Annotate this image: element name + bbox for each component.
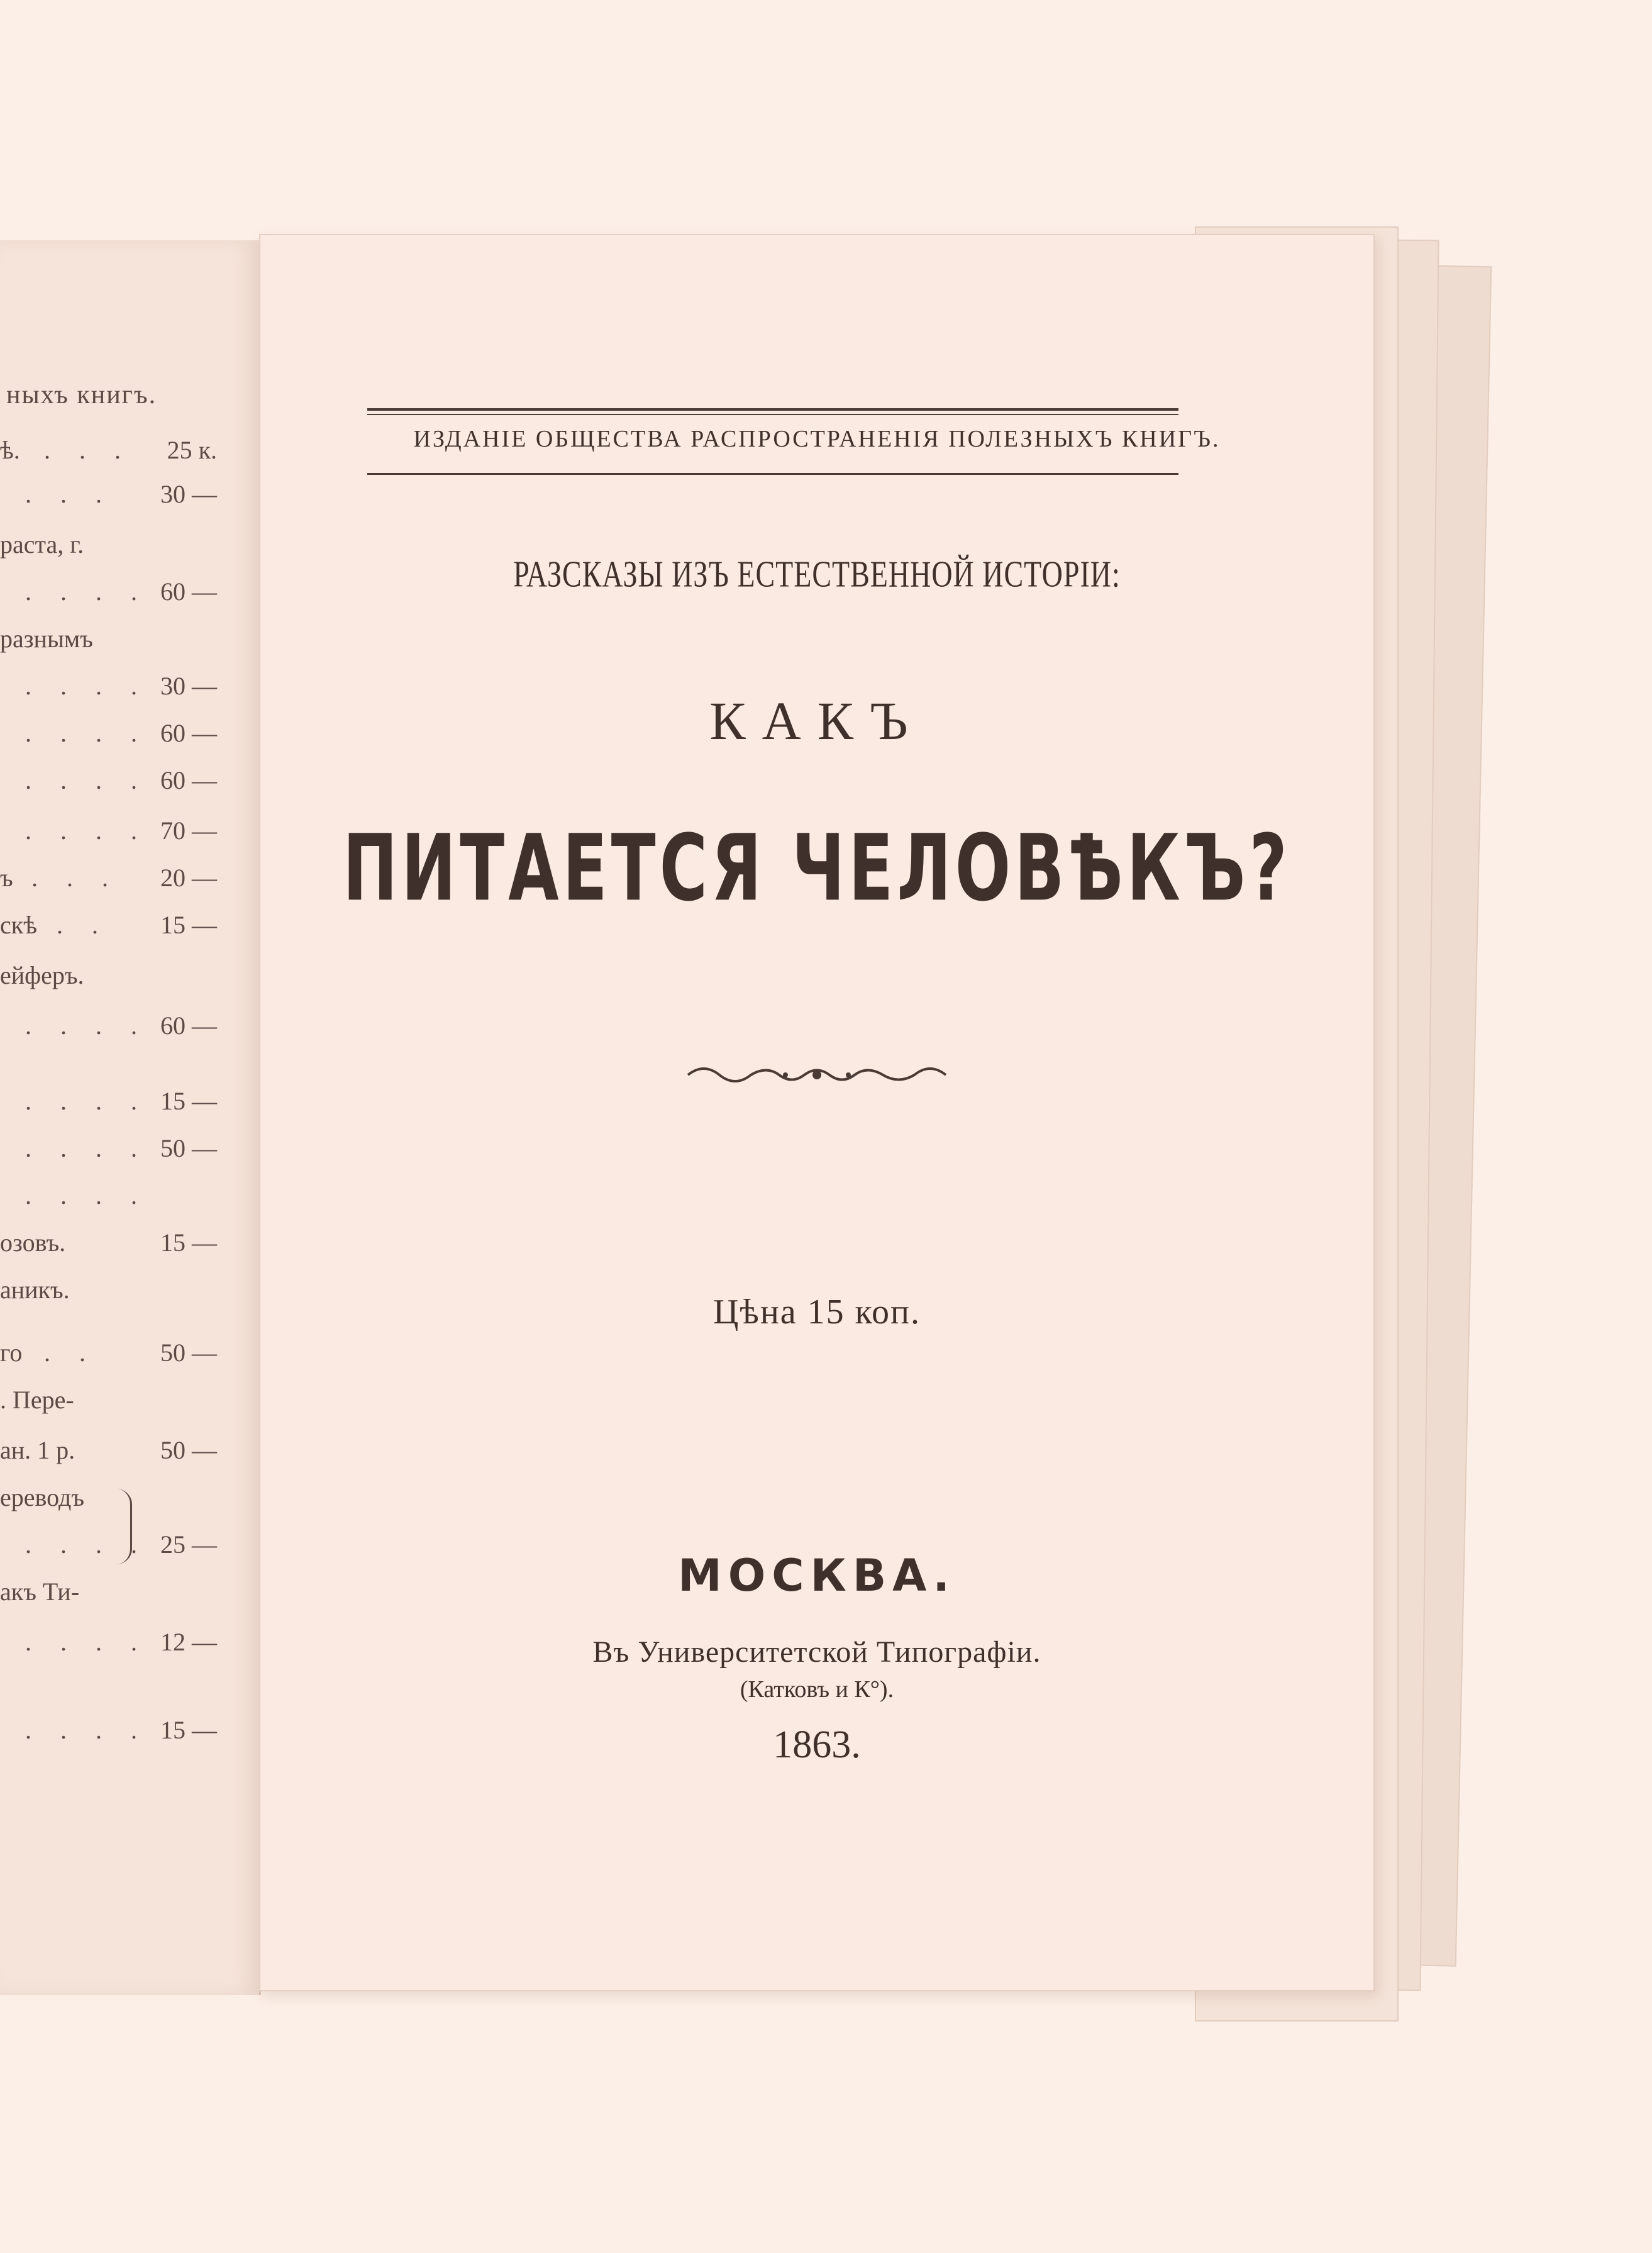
catalogue-row-dots: . . . . — [25, 766, 148, 794]
catalogue-row-price: 25 к. — [167, 436, 217, 464]
catalogue-row-price: 20 — — [160, 864, 217, 892]
catalogue-row-dots: . . . — [44, 436, 132, 464]
catalogue-row-price: 50 — — [160, 1134, 217, 1162]
imprint-press: Въ Университетской Типографіи. — [592, 1635, 1041, 1669]
catalogue-row-price: 15 — — [160, 1716, 217, 1744]
catalogue-row-dots: . . . . — [25, 577, 148, 606]
catalogue-row-price: 15 — — [160, 911, 217, 939]
catalogue-row-dots: . . — [44, 1338, 97, 1367]
catalogue-row-text: аникъ. — [0, 1276, 70, 1304]
catalogue-row-text: ереводъ — [0, 1483, 85, 1511]
catalogue-row-text: скѣ — [0, 911, 37, 939]
imprint-city: МОСКВА. — [678, 1550, 956, 1601]
catalogue-row-dots: . . . — [25, 480, 113, 508]
left-page-heading: ныхъ книгъ. — [6, 381, 157, 409]
catalogue-row-dots: . . . . — [25, 1087, 148, 1115]
catalogue-row-price: 60 — — [160, 719, 217, 747]
catalogue-row-price: 15 — — [160, 1228, 217, 1257]
catalogue-row-text: ъ — [0, 864, 13, 892]
catalogue-row-dots: . . . — [31, 864, 119, 892]
catalogue-row-dots: . . . . — [25, 1181, 148, 1210]
catalogue-row-price: 70 — — [160, 816, 217, 845]
catalogue-row-dots: . . . . — [25, 1716, 148, 1744]
title-first-word: КАКЪ — [709, 691, 924, 751]
catalogue-row-price: 30 — — [160, 672, 217, 700]
catalogue-row-text: акъ Ти- — [0, 1577, 80, 1606]
catalogue-row-dots: . . . . — [25, 1011, 148, 1040]
catalogue-row-text: разнымъ — [0, 625, 93, 653]
catalogue-row-price: 60 — — [160, 577, 217, 606]
catalogue-row-price: 60 — — [160, 1011, 217, 1040]
left-catalogue-page — [0, 240, 261, 1995]
catalogue-row-text: ейферъ. — [0, 961, 84, 989]
catalogue-row-text: озовъ. — [0, 1228, 66, 1257]
catalogue-row-text: го — [0, 1338, 23, 1367]
catalogue-row-price: 25 — — [160, 1530, 217, 1559]
ornament-flourish-icon — [685, 1059, 949, 1091]
catalogue-row-price: 30 — — [160, 480, 217, 508]
catalogue-row-dots: . . . . — [25, 1134, 148, 1162]
catalogue-row-dots: . . . . — [25, 1628, 148, 1656]
catalogue-row-text: раста, г. — [0, 530, 84, 559]
catalogue-row-text: ѣ. — [0, 436, 20, 464]
header-bottom-rule — [367, 473, 1178, 475]
catalogue-row-dots: . . . . — [25, 1530, 148, 1559]
top-double-rule-thin — [367, 414, 1178, 415]
catalogue-row-dots: . . . . — [25, 719, 148, 747]
catalogue-row-text: ан. 1 р. — [0, 1436, 75, 1464]
catalogue-row-dots: . . — [57, 911, 109, 939]
brace-mark — [116, 1489, 132, 1564]
imprint-press-owner: (Катковъ и К°). — [740, 1676, 894, 1703]
catalogue-row-price: 12 — — [160, 1628, 217, 1656]
imprint-year: 1863. — [773, 1723, 861, 1766]
catalogue-row-price: 60 — — [160, 766, 217, 794]
main-title: ПИТАЕТСЯ ЧЕЛОВѢКЪ? — [343, 814, 1291, 922]
catalogue-row-text: . Пере- — [0, 1386, 74, 1414]
top-double-rule — [367, 408, 1178, 411]
catalogue-row-price: 50 — — [160, 1436, 217, 1464]
catalogue-row-price: 15 — — [160, 1087, 217, 1115]
title-page — [259, 234, 1375, 1991]
series-title: РАЗСКАЗЫ ИЗЪ ЕСТЕСТВЕННОЙ ИСТОРІИ: — [513, 553, 1121, 595]
catalogue-row-dots: . . . . — [25, 672, 148, 700]
publisher-line: ИЗДАНІЕ ОБЩЕСТВА РАСПРОСТРАНЕНІЯ ПОЛЕЗНЫХЪ КНИГЪ. — [413, 426, 1221, 452]
price-line: Цѣна 15 коп. — [712, 1293, 921, 1332]
catalogue-row-dots: . . . . — [25, 816, 148, 845]
catalogue-row-price: 50 — — [160, 1338, 217, 1367]
